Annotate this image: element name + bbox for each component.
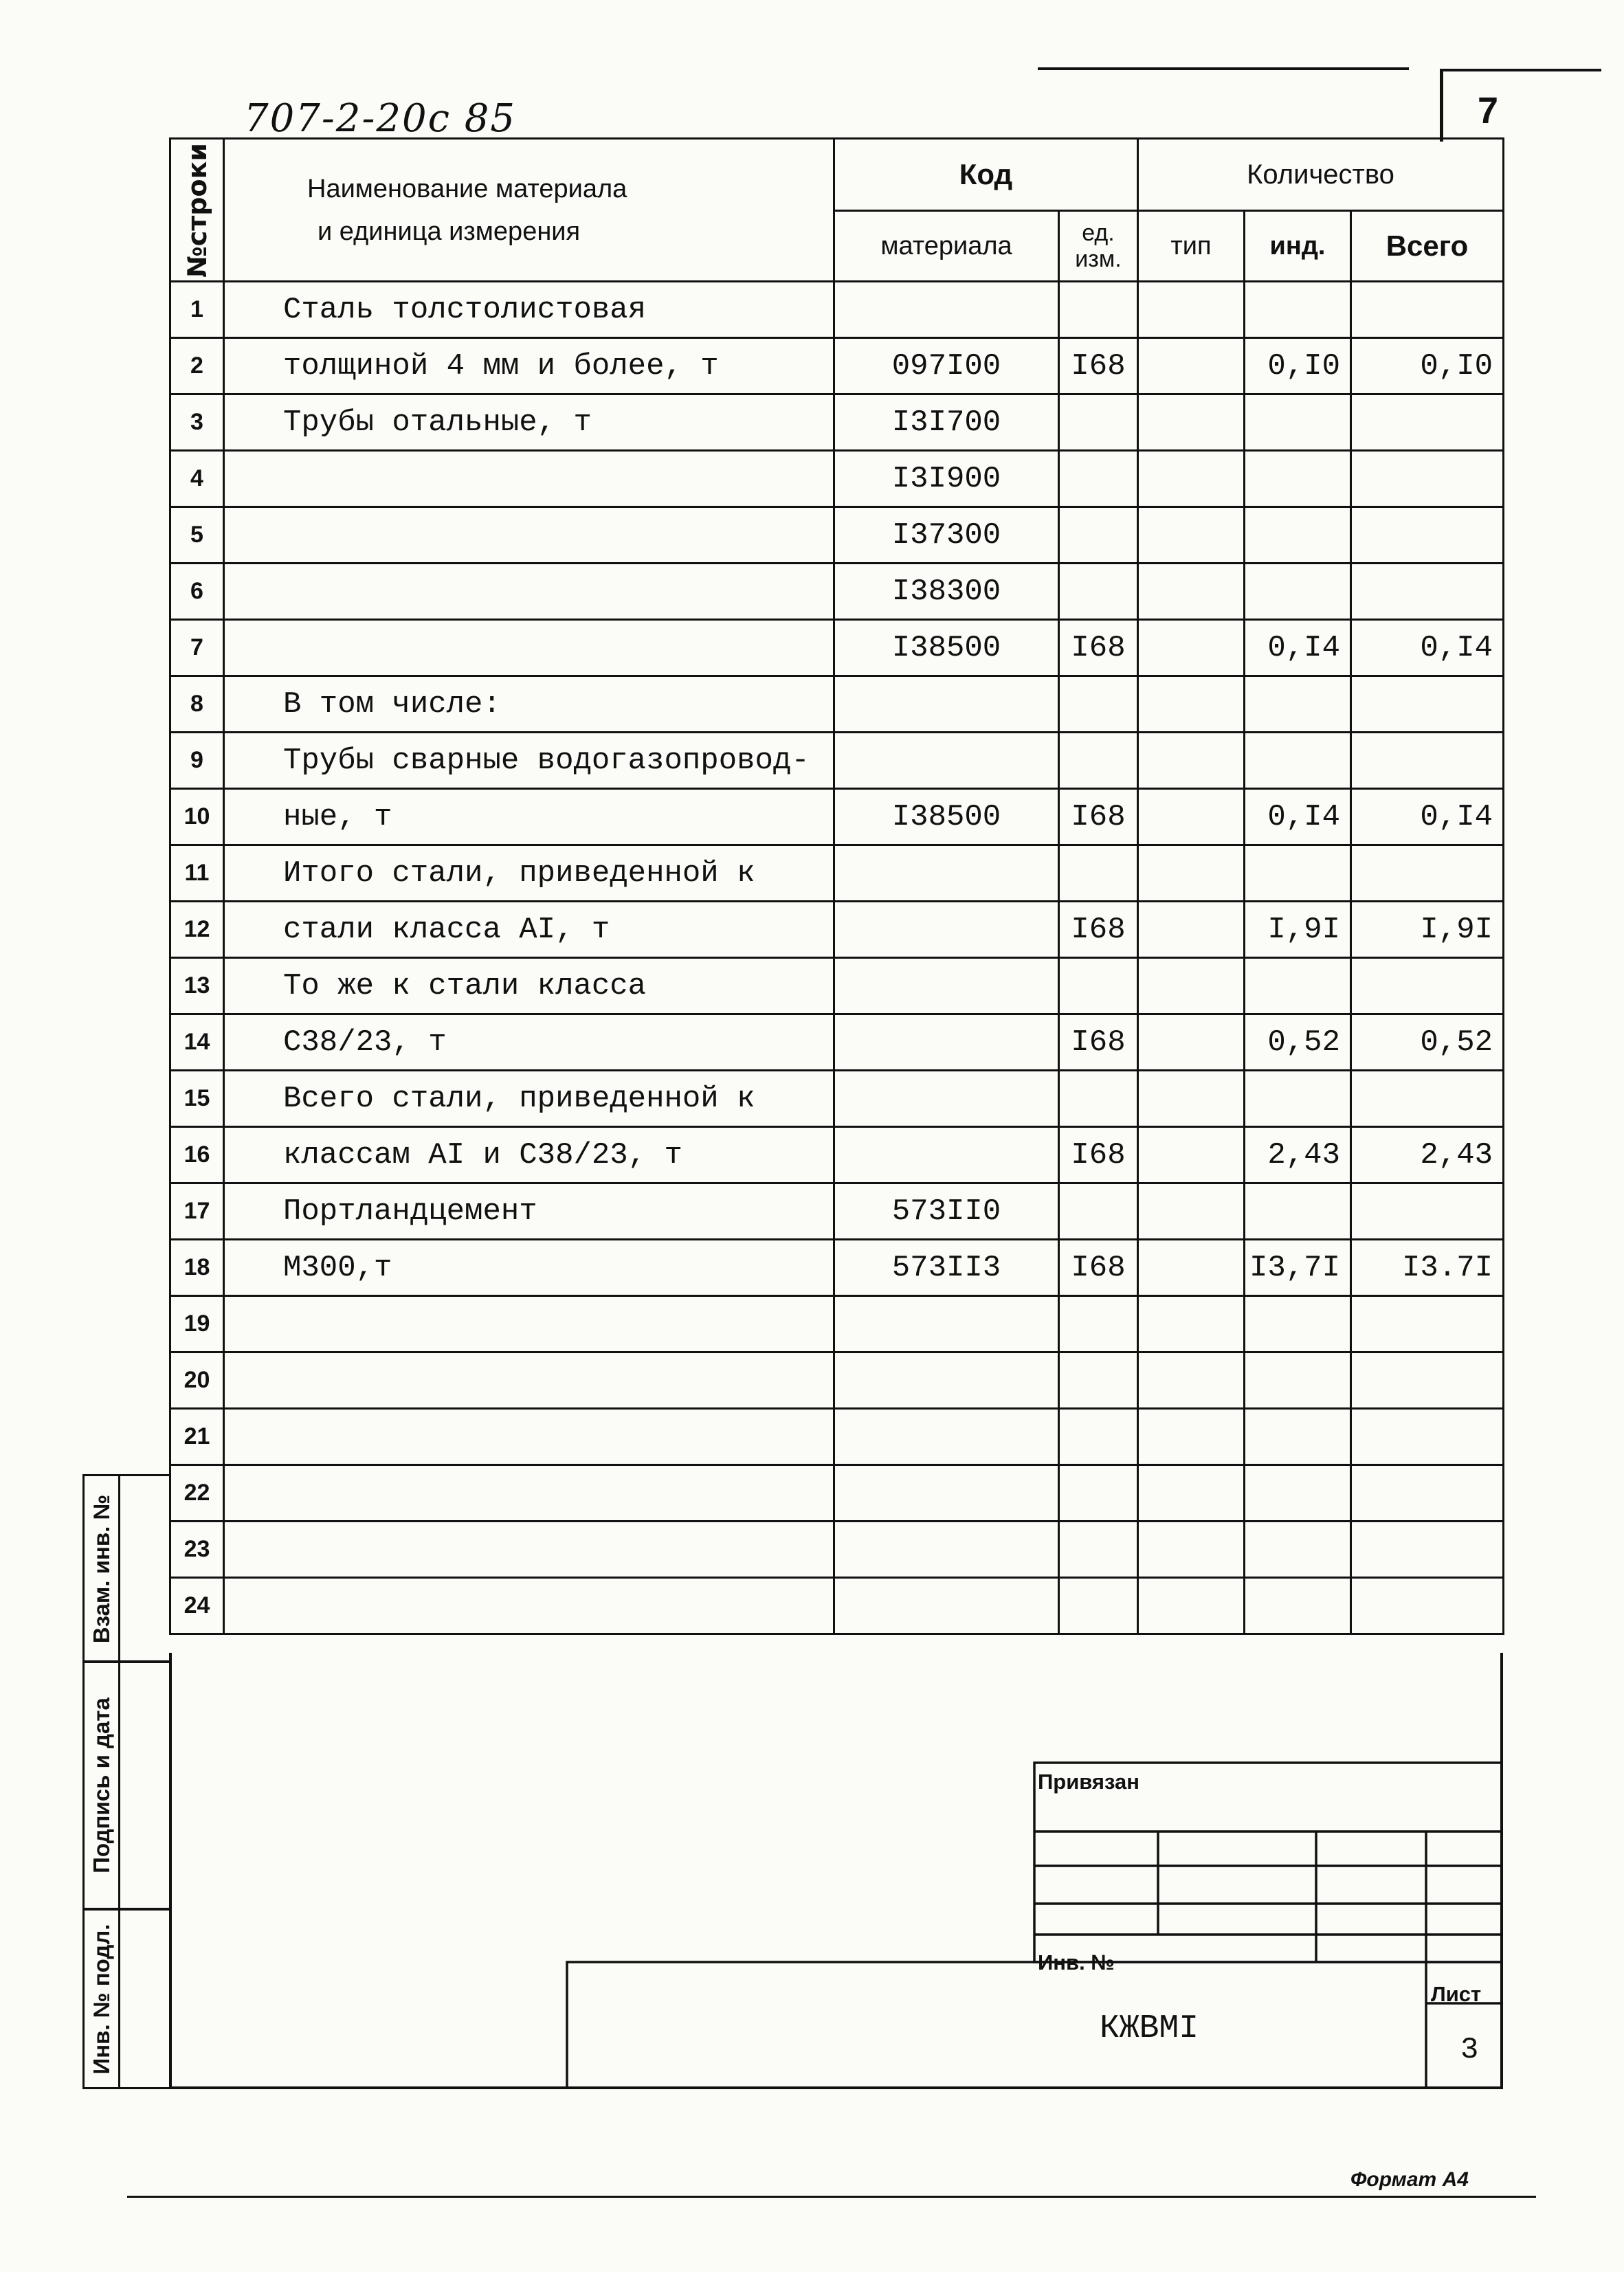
row-number: 24 bbox=[170, 1578, 224, 1634]
row-name: Трубы сварные водогазопровод- bbox=[224, 733, 834, 789]
row-number: 5 bbox=[170, 507, 224, 564]
row-name: С38/23, т bbox=[224, 1014, 834, 1071]
row-qty-total: 0,52 bbox=[1351, 1014, 1504, 1071]
row-number: 21 bbox=[170, 1409, 224, 1465]
row-qty-total: I3.7I bbox=[1351, 1240, 1504, 1296]
row-qty-ind: 0,I4 bbox=[1245, 789, 1351, 845]
row-number: 10 bbox=[170, 789, 224, 845]
row-number: 23 bbox=[170, 1522, 224, 1578]
row-material-code: I38300 bbox=[834, 564, 1059, 620]
row-number: 15 bbox=[170, 1071, 224, 1127]
header-qty-type: тип bbox=[1138, 211, 1245, 282]
row-number: 8 bbox=[170, 676, 224, 733]
row-name: В том числе: bbox=[224, 676, 834, 733]
row-material-code: I3I700 bbox=[834, 394, 1059, 451]
row-number: 9 bbox=[170, 733, 224, 789]
row-name: ные, т bbox=[224, 789, 834, 845]
stamp-inv-podl: Инв. № подл. bbox=[85, 1909, 120, 2089]
row-number: 19 bbox=[170, 1296, 224, 1352]
row-material-code: 573II0 bbox=[834, 1183, 1059, 1240]
sheet-code: КЖВМI bbox=[1100, 2010, 1199, 2047]
row-number: 1 bbox=[170, 282, 224, 338]
row-qty-total: 0,I0 bbox=[1351, 338, 1504, 394]
document-code: 707-2-20с 85 bbox=[244, 96, 517, 141]
row-name: Сталь толстолистовая bbox=[224, 282, 834, 338]
row-name: М300,т bbox=[224, 1240, 834, 1296]
sheet-block bbox=[567, 1962, 1502, 2088]
row-name: классам АI и С38/23, т bbox=[224, 1127, 834, 1183]
row-qty-ind: 0,I0 bbox=[1245, 338, 1351, 394]
row-name: Трубы отальные, т bbox=[224, 394, 834, 451]
row-number: 13 bbox=[170, 958, 224, 1014]
row-number: 7 bbox=[170, 620, 224, 676]
row-name: толщиной 4 мм и более, т bbox=[224, 338, 834, 394]
row-unit-code: I68 bbox=[1059, 1014, 1138, 1071]
header-code-group: Код bbox=[834, 139, 1138, 211]
row-qty-total: 0,I4 bbox=[1351, 789, 1504, 845]
row-qty-ind: 2,43 bbox=[1245, 1127, 1351, 1183]
row-unit-code: I68 bbox=[1059, 1127, 1138, 1183]
format-label: Формат А4 bbox=[1350, 2168, 1469, 2191]
sheet-label: Лист bbox=[1431, 1982, 1482, 2006]
row-unit-code: I68 bbox=[1059, 338, 1138, 394]
row-unit-code: I68 bbox=[1059, 620, 1138, 676]
row-unit-code: I68 bbox=[1059, 1240, 1138, 1296]
row-qty-total: I,9I bbox=[1351, 902, 1504, 958]
header-qty-ind: инд. bbox=[1245, 211, 1351, 282]
row-name: Итого стали, приведенной к bbox=[224, 845, 834, 902]
row-qty-ind: 0,52 bbox=[1245, 1014, 1351, 1071]
footer-rule bbox=[127, 2196, 1536, 2198]
row-number: 3 bbox=[170, 394, 224, 451]
header-qty-total: Всего bbox=[1351, 211, 1504, 282]
row-number: 4 bbox=[170, 451, 224, 507]
row-name: стали класса АI, т bbox=[224, 902, 834, 958]
sheet-number: 3 bbox=[1460, 2033, 1479, 2067]
row-qty-ind: I3,7I bbox=[1245, 1240, 1351, 1296]
row-name: Портландцемент bbox=[224, 1183, 834, 1240]
row-material-code: 097I00 bbox=[834, 338, 1059, 394]
header-code-material: материала bbox=[834, 211, 1059, 282]
row-name: Всего стали, приведенной к bbox=[224, 1071, 834, 1127]
header-row-number: №строки bbox=[170, 139, 224, 282]
row-material-code: I38500 bbox=[834, 620, 1059, 676]
row-number: 17 bbox=[170, 1183, 224, 1240]
row-number: 22 bbox=[170, 1465, 224, 1522]
page-number: 7 bbox=[1478, 90, 1499, 131]
header-quantity-group: Количество bbox=[1138, 139, 1504, 211]
row-qty-total: 0,I4 bbox=[1351, 620, 1504, 676]
row-number: 20 bbox=[170, 1352, 224, 1409]
row-material-code: I3I900 bbox=[834, 451, 1059, 507]
row-material-code: 573II3 bbox=[834, 1240, 1059, 1296]
row-number: 6 bbox=[170, 564, 224, 620]
header-code-unit: ед. изм. bbox=[1059, 211, 1138, 282]
row-qty-ind: I,9I bbox=[1245, 902, 1351, 958]
row-number: 11 bbox=[170, 845, 224, 902]
row-number: 16 bbox=[170, 1127, 224, 1183]
inv-number-label: Инв. № bbox=[1038, 1950, 1115, 1974]
row-unit-code: I68 bbox=[1059, 789, 1138, 845]
row-material-code: I38500 bbox=[834, 789, 1059, 845]
row-qty-total: 2,43 bbox=[1351, 1127, 1504, 1183]
row-number: 2 bbox=[170, 338, 224, 394]
privyazan-label: Привязан bbox=[1038, 1770, 1139, 1794]
stamp-podpis-data: Подпись и дата bbox=[85, 1662, 120, 1909]
row-qty-ind: 0,I4 bbox=[1245, 620, 1351, 676]
row-unit-code: I68 bbox=[1059, 902, 1138, 958]
row-number: 18 bbox=[170, 1240, 224, 1296]
row-number: 14 bbox=[170, 1014, 224, 1071]
row-material-code: I37300 bbox=[834, 507, 1059, 564]
row-number: 12 bbox=[170, 902, 224, 958]
stamp-vzam-inv: Взам. инв. № bbox=[85, 1476, 120, 1662]
header-name-line-2: и единица измерения bbox=[318, 216, 581, 246]
header-name-line-1: Наименование материала bbox=[307, 174, 627, 203]
row-name: То же к стали класса bbox=[224, 958, 834, 1014]
